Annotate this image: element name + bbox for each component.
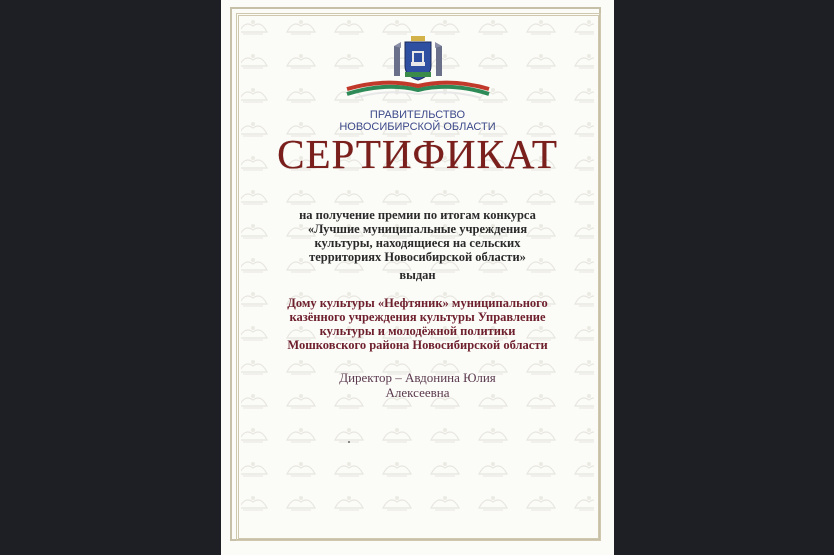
purpose-line: на получение премии по итогам конкурса [299,208,536,222]
issuer-line-1: ПРАВИТЕЛЬСТВО [369,109,466,121]
certificate-page [221,0,614,555]
purpose-line: «Лучшие муниципальные учреждения [307,222,528,236]
recipient-line: Дому культуры «Нефтяник» муниципального [287,296,548,310]
recipient-line: казённого учреждения культуры Управление [289,310,546,324]
purpose-text [221,208,614,264]
recipient-line: культуры и молодёжной политики [319,324,516,338]
director-line: Директор – Авдонина Юлия [339,370,496,385]
recipient-text [221,296,614,352]
flag-ribbon-icon [345,80,491,102]
purpose-line: культуры, находящиеся на сельских [314,236,521,250]
issued-label: выдан [399,268,436,282]
coat-of-arms-icon [393,36,443,82]
certificate-title: СЕРТИФИКАТ [277,131,558,177]
director-text [221,370,614,400]
purpose-line: территориях Новосибирской области» [309,250,526,264]
director-line: Алексеевна [385,385,450,400]
speck [348,441,350,443]
issuer-line-2: НОВОСИБИРСКОЙ ОБЛАСТИ [339,121,496,133]
recipient-line: Мошковского района Новосибирской области [287,338,548,352]
